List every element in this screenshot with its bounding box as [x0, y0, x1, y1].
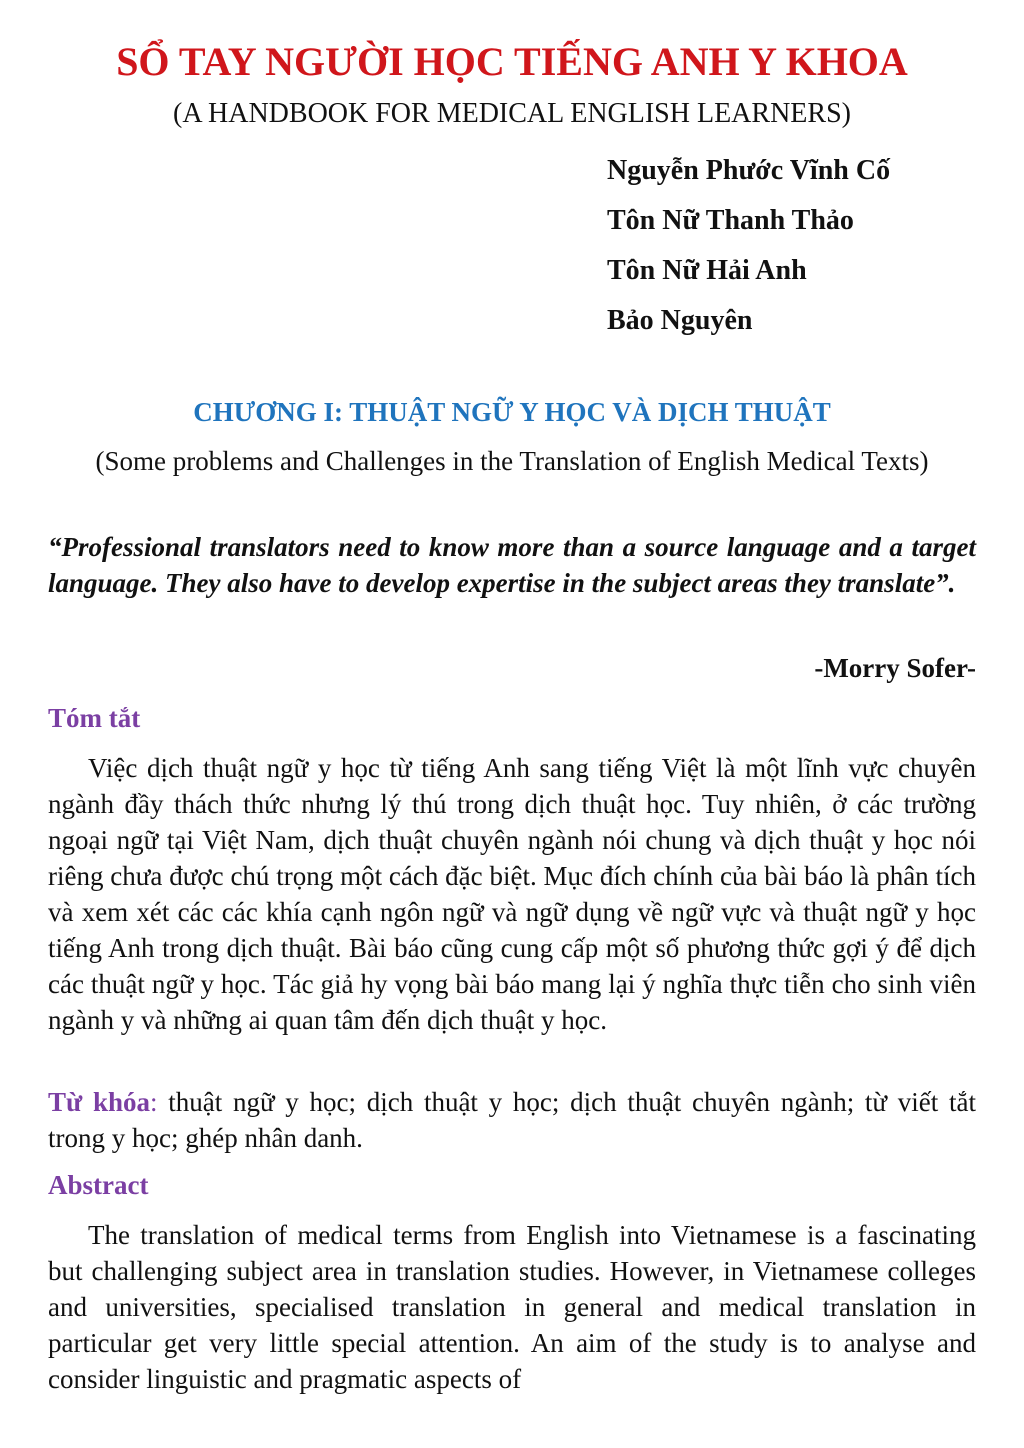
chapter-subtitle: (Some problems and Challenges in the Translation of English Medical Texts): [95, 446, 929, 476]
epigraph-author: -Morry Sofer-: [814, 653, 976, 683]
author-list: [607, 146, 890, 346]
author-name: Bảo Nguyên: [607, 305, 753, 336]
handbook-subtitle: (A HANDBOOK FOR MEDICAL ENGLISH LEARNERS): [173, 98, 851, 129]
handbook-title: SỔ TAY NGƯỜI HỌC TIẾNG ANH Y KHOA: [116, 39, 908, 84]
abstract-heading: Abstract: [48, 1170, 149, 1200]
keywords-line: [48, 1084, 976, 1156]
author-name: Tôn Nữ Thanh Thảo: [607, 205, 854, 236]
abstract-paragraph: The translation of medical terms from English into Vietnamese is a fascinating but challenging subject area in translation studies. However, in Vietnamese colleges and universities, specialised translation in general and medical translation in particular get very little special attention. An aim of the study is to analyse and consider linguistic and pragmatic aspects of: [48, 1220, 976, 1394]
keywords-colon: :: [149, 1087, 158, 1117]
keywords-text: thuật ngữ y học; dịch thuật y học; dịch thuật chuyên ngành; từ viết tắt trong y học; ghép nhân danh.: [48, 1087, 976, 1153]
summary-heading: Tóm tắt: [48, 703, 141, 733]
chapter-title: CHƯƠNG I: THUẬT NGỮ Y HỌC VÀ DỊCH THUẬT: [193, 397, 831, 427]
author-name: Tôn Nữ Hải Anh: [607, 255, 807, 286]
summary-paragraph: Việc dịch thuật ngữ y học từ tiếng Anh sang tiếng Việt là một lĩnh vực chuyên ngành đầy thách thức nhưng lý thú trong dịch thuật học. Tuy nhiên, ở các trường ngoại ngữ tại Việt Nam, dịch thuật chuyên ngành nói chung và dịch thuật y học nói riêng chưa được chú trọng một cách đặc biệt. Mục đích chính của bài báo là phân tích và xem xét các các khía cạnh ngôn ngữ và ngữ dụng về ngữ vực và thuật ngữ y học tiếng Anh trong dịch thuật. Bài báo cũng cung cấp một số phương thức gợi ý để dịch các thuật ngữ y học. Tác giả hy vọng bài báo mang lại ý nghĩa thực tiễn cho sinh viên ngành y và những ai quan tâm đến dịch thuật y học.: [48, 753, 976, 1035]
author-name: Nguyễn Phước Vĩnh Cố: [607, 155, 891, 186]
epigraph-quote: “Professional translators need to know more than a source language and a target language. They also have to develop expertise in the subject areas they translate”.: [48, 532, 976, 598]
keywords-label: Từ khóa: [48, 1087, 150, 1117]
